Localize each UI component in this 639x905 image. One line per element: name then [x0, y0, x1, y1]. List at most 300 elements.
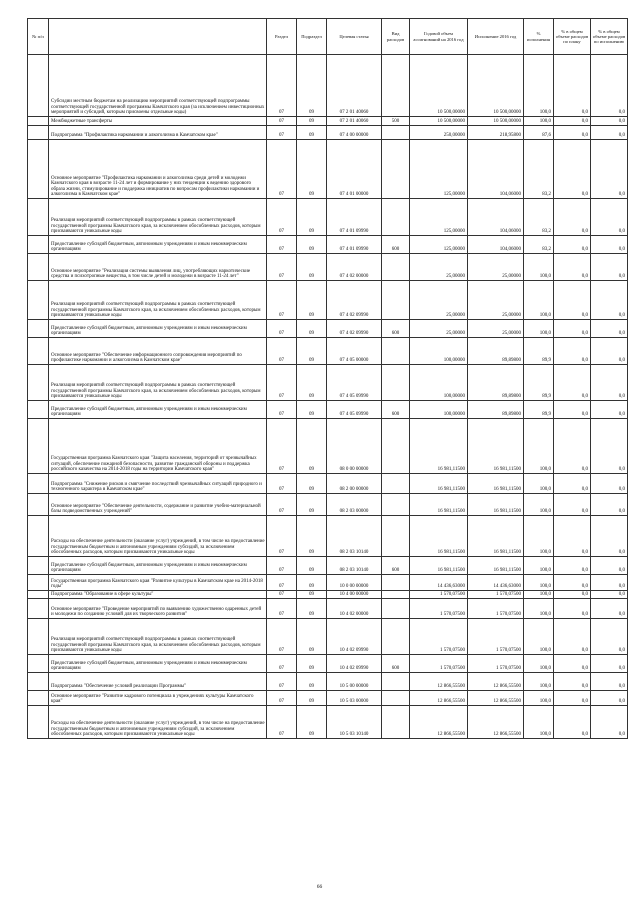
- cell-num: [28, 655, 49, 673]
- header-target: Целевая статья: [327, 19, 382, 55]
- cell-share-plan: 0,0: [554, 281, 591, 320]
- cell-share-plan: 0,0: [554, 673, 591, 691]
- cell-target: 08 2 00 00000: [327, 474, 382, 494]
- cell-num: [28, 673, 49, 691]
- cell-num: [28, 117, 49, 126]
- cell-exec: 25,00000: [468, 254, 524, 281]
- header-pct: % исполнения: [524, 19, 554, 55]
- table-row: [28, 126, 628, 140]
- cell-exec: 16 981,11500: [468, 419, 524, 474]
- cell-type: [382, 575, 410, 591]
- cell-plan: 1 570,07500: [410, 599, 468, 619]
- cell-section: 07: [267, 338, 297, 365]
- cell-plan: 14 436,63000: [410, 575, 468, 591]
- cell-share-exec: 0,0: [591, 494, 628, 516]
- table-row: [28, 236, 628, 254]
- cell-exec: 10 500,00000: [468, 117, 524, 126]
- cell-plan: 100,00000: [410, 401, 468, 419]
- cell-exec: 1 570,07500: [468, 591, 524, 599]
- cell-share-exec: 0,0: [591, 401, 628, 419]
- cell-name: Реализация мероприятий соответствующей подпрограммы в рамках соответствующей государственной программы Камчатского края, за исключением обособленных расходов, которым присваиваются уникальные коды: [49, 619, 267, 655]
- cell-type: [382, 591, 410, 599]
- cell-plan: 1 570,07500: [410, 655, 468, 673]
- cell-target: 10 5 00 00000: [327, 673, 382, 691]
- cell-plan: 16 981,11500: [410, 494, 468, 516]
- cell-target: 07 4 00 00000: [327, 126, 382, 140]
- cell-target: 07 4 01 09990: [327, 236, 382, 254]
- table-row: [28, 140, 628, 199]
- cell-share-exec: 0,0: [591, 320, 628, 338]
- cell-plan: 1 570,07500: [410, 619, 468, 655]
- cell-subsection: 09: [297, 474, 327, 494]
- cell-exec: 10 500,00000: [468, 55, 524, 117]
- cell-type: [382, 619, 410, 655]
- cell-plan: 125,00000: [410, 199, 468, 236]
- cell-pct: 83,2: [524, 199, 554, 236]
- cell-subsection: 09: [297, 55, 327, 117]
- cell-type: 500: [382, 117, 410, 126]
- cell-subsection: 09: [297, 199, 327, 236]
- cell-type: [382, 494, 410, 516]
- cell-pct: 100,0: [524, 281, 554, 320]
- cell-num: [28, 557, 49, 575]
- cell-share-plan: 0,0: [554, 575, 591, 591]
- cell-plan: 12 866,55500: [410, 706, 468, 739]
- cell-plan: 125,00000: [410, 140, 468, 199]
- table-row: [28, 401, 628, 419]
- cell-pct: 89,9: [524, 401, 554, 419]
- cell-section: 07: [267, 691, 297, 706]
- cell-section: 07: [267, 599, 297, 619]
- cell-type: [382, 338, 410, 365]
- table-row: [28, 474, 628, 494]
- cell-share-exec: 0,0: [591, 126, 628, 140]
- cell-subsection: 09: [297, 117, 327, 126]
- cell-name: Предоставление субсидий бюджетным, автономным учреждениям и иным некоммерческим организациям: [49, 320, 267, 338]
- cell-target: 07 4 01 00000: [327, 140, 382, 199]
- cell-share-exec: 0,0: [591, 140, 628, 199]
- cell-type: [382, 140, 410, 199]
- cell-share-exec: 0,0: [591, 419, 628, 474]
- table-row: [28, 281, 628, 320]
- cell-type: [382, 599, 410, 619]
- cell-section: 07: [267, 254, 297, 281]
- table-row: [28, 575, 628, 591]
- table-row: [28, 557, 628, 575]
- cell-num: [28, 199, 49, 236]
- cell-exec: 89,89800: [468, 365, 524, 401]
- cell-name: Государственная программа Камчатского края "Защита населения, территорий от чрезвычайных ситуаций, обеспечение пожарной безопасности, развитие гражданской обороны и поддержка российского казачества на 2014-2018 годы на территории Камчатского края": [49, 419, 267, 474]
- cell-num: [28, 236, 49, 254]
- cell-pct: 100,0: [524, 254, 554, 281]
- cell-section: 07: [267, 655, 297, 673]
- cell-share-exec: 0,0: [591, 691, 628, 706]
- cell-pct: 100,0: [524, 591, 554, 599]
- cell-share-plan: 0,0: [554, 140, 591, 199]
- cell-subsection: 09: [297, 236, 327, 254]
- cell-section: 07: [267, 199, 297, 236]
- cell-target: 07 4 02 00000: [327, 254, 382, 281]
- table-row: [28, 117, 628, 126]
- cell-pct: 100,0: [524, 516, 554, 557]
- cell-plan: 12 866,55500: [410, 673, 468, 691]
- cell-num: [28, 126, 49, 140]
- table-row: [28, 338, 628, 365]
- header-name: [49, 19, 267, 55]
- cell-plan: 25,00000: [410, 281, 468, 320]
- cell-share-plan: 0,0: [554, 126, 591, 140]
- cell-name: Расходы на обеспечение деятельности (оказание услуг) учреждений, в том числе на предоставление государственным бюджетным и автономным учреждениям субсидий, за исключением обособленных расходов, которым присваиваются уникальные коды: [49, 516, 267, 557]
- cell-subsection: 09: [297, 575, 327, 591]
- cell-target: 07 2 01 40060: [327, 117, 382, 126]
- cell-subsection: 09: [297, 691, 327, 706]
- cell-name: Основное мероприятие "Обеспечение деятельности, содержание и развитие учебно-материальной базы подведомственных учреждений": [49, 494, 267, 516]
- cell-pct: 100,0: [524, 619, 554, 655]
- cell-subsection: 09: [297, 140, 327, 199]
- cell-exec: 14 436,63000: [468, 575, 524, 591]
- header-subsection: Подраздел: [297, 19, 327, 55]
- cell-plan: 16 981,11500: [410, 474, 468, 494]
- cell-pct: 83,2: [524, 140, 554, 199]
- cell-type: [382, 474, 410, 494]
- cell-plan: 12 866,55500: [410, 691, 468, 706]
- cell-pct: 100,0: [524, 673, 554, 691]
- cell-num: [28, 281, 49, 320]
- cell-subsection: 09: [297, 557, 327, 575]
- cell-share-plan: 0,0: [554, 691, 591, 706]
- cell-name: Предоставление субсидий бюджетным, автономным учреждениям и иным некоммерческим организациям: [49, 401, 267, 419]
- table-row: [28, 516, 628, 557]
- cell-share-plan: 0,0: [554, 494, 591, 516]
- cell-name: Подпрограмма "Снижение рисков и смягчение последствий чрезвычайных ситуаций природного и техногенного характера в Камчатском крае": [49, 474, 267, 494]
- page-number: 66: [316, 884, 323, 890]
- cell-exec: 89,89800: [468, 338, 524, 365]
- cell-target: 10 4 02 09990: [327, 655, 382, 673]
- cell-pct: 100,0: [524, 117, 554, 126]
- table-row: [28, 655, 628, 673]
- cell-share-exec: 0,0: [591, 655, 628, 673]
- table-row: [28, 199, 628, 236]
- cell-num: [28, 619, 49, 655]
- cell-exec: 104,06000: [468, 140, 524, 199]
- cell-name: Подпрограмма "Профилактика наркомании и алкоголизма в Камчатском крае": [49, 126, 267, 140]
- cell-share-exec: 0,0: [591, 706, 628, 739]
- cell-pct: 100,0: [524, 706, 554, 739]
- cell-subsection: 09: [297, 126, 327, 140]
- cell-type: [382, 199, 410, 236]
- cell-subsection: 09: [297, 619, 327, 655]
- cell-plan: 100,00000: [410, 365, 468, 401]
- cell-name: Реализация мероприятий соответствующей подпрограммы в рамках соответствующей государственной программы Камчатского края, за исключением обособленных расходов, которым присваиваются уникальные коды: [49, 199, 267, 236]
- cell-subsection: 09: [297, 281, 327, 320]
- cell-plan: 16 981,11500: [410, 557, 468, 575]
- cell-share-plan: 0,0: [554, 55, 591, 117]
- header-share-plan: % в общем объеме расходов по плану: [554, 19, 591, 55]
- cell-subsection: 09: [297, 599, 327, 619]
- cell-name: Предоставление субсидий бюджетным, автономным учреждениям и иным некоммерческим организациям: [49, 557, 267, 575]
- cell-share-plan: 0,0: [554, 619, 591, 655]
- cell-num: [28, 691, 49, 706]
- cell-target: 10 0 00 00000: [327, 575, 382, 591]
- cell-pct: 100,0: [524, 474, 554, 494]
- cell-num: [28, 401, 49, 419]
- cell-num: [28, 320, 49, 338]
- cell-share-plan: 0,0: [554, 557, 591, 575]
- cell-share-exec: 0,0: [591, 591, 628, 599]
- cell-share-plan: 0,0: [554, 236, 591, 254]
- cell-num: [28, 494, 49, 516]
- cell-section: 07: [267, 591, 297, 599]
- cell-subsection: 09: [297, 320, 327, 338]
- header-share-exec: % в общем объеме расходов по исполнению: [591, 19, 628, 55]
- table-header-row: [28, 19, 628, 55]
- cell-num: [28, 254, 49, 281]
- cell-section: 07: [267, 140, 297, 199]
- cell-target: 08 2 03 00000: [327, 494, 382, 516]
- cell-subsection: 09: [297, 419, 327, 474]
- cell-type: [382, 254, 410, 281]
- cell-share-plan: 0,0: [554, 199, 591, 236]
- cell-exec: 12 866,55500: [468, 706, 524, 739]
- cell-num: [28, 516, 49, 557]
- cell-pct: 100,0: [524, 599, 554, 619]
- cell-share-plan: 0,0: [554, 254, 591, 281]
- cell-num: [28, 591, 49, 599]
- cell-plan: 1 570,07500: [410, 591, 468, 599]
- cell-type: 600: [382, 401, 410, 419]
- cell-section: 07: [267, 516, 297, 557]
- cell-name: Реализация мероприятий соответствующей подпрограммы в рамках соответствующей государственной программы Камчатского края, за исключением обособленных расходов, которым присваиваются уникальные коды: [49, 281, 267, 320]
- cell-exec: 12 866,55500: [468, 691, 524, 706]
- cell-share-plan: 0,0: [554, 117, 591, 126]
- cell-plan: 25,00000: [410, 254, 468, 281]
- cell-type: 600: [382, 320, 410, 338]
- cell-plan: 10 500,00000: [410, 117, 468, 126]
- cell-section: 07: [267, 126, 297, 140]
- cell-type: [382, 691, 410, 706]
- cell-exec: 1 570,07500: [468, 655, 524, 673]
- cell-share-plan: 0,0: [554, 365, 591, 401]
- cell-share-exec: 0,0: [591, 117, 628, 126]
- cell-subsection: 09: [297, 655, 327, 673]
- cell-exec: 16 981,11500: [468, 516, 524, 557]
- table-row: [28, 706, 628, 739]
- cell-pct: 100,0: [524, 419, 554, 474]
- cell-exec: 104,06000: [468, 199, 524, 236]
- table-row: [28, 55, 628, 117]
- cell-share-plan: 0,0: [554, 516, 591, 557]
- cell-pct: 100,0: [524, 575, 554, 591]
- cell-subsection: 09: [297, 706, 327, 739]
- cell-type: [382, 126, 410, 140]
- cell-section: 07: [267, 419, 297, 474]
- cell-pct: 100,0: [524, 691, 554, 706]
- cell-subsection: 09: [297, 365, 327, 401]
- cell-share-exec: 0,0: [591, 365, 628, 401]
- cell-target: 07 4 01 09990: [327, 199, 382, 236]
- cell-section: 07: [267, 55, 297, 117]
- cell-exec: 25,00000: [468, 281, 524, 320]
- cell-share-exec: 0,0: [591, 338, 628, 365]
- cell-section: 07: [267, 557, 297, 575]
- cell-target: 07 4 02 09990: [327, 281, 382, 320]
- cell-num: [28, 575, 49, 591]
- cell-section: 07: [267, 474, 297, 494]
- cell-name: Расходы на обеспечение деятельности (оказание услуг) учреждений, в том числе на предоставление государственным бюджетным и автономным учреждениям субсидий, за исключением обособленных расходов, которым присваиваются уникальные коды: [49, 706, 267, 739]
- cell-section: 07: [267, 619, 297, 655]
- cell-type: [382, 419, 410, 474]
- cell-exec: 1 570,07500: [468, 619, 524, 655]
- cell-subsection: 09: [297, 516, 327, 557]
- cell-subsection: 09: [297, 591, 327, 599]
- cell-type: [382, 55, 410, 117]
- table-row: [28, 419, 628, 474]
- cell-num: [28, 419, 49, 474]
- cell-subsection: 09: [297, 673, 327, 691]
- cell-pct: 83,2: [524, 236, 554, 254]
- table-row: [28, 673, 628, 691]
- cell-name: Реализация мероприятий соответствующей подпрограммы в рамках соответствующей государственной программы Камчатского края, за исключением обособленных расходов, которым присваиваются уникальные коды: [49, 365, 267, 401]
- cell-section: 07: [267, 673, 297, 691]
- cell-plan: 125,00000: [410, 236, 468, 254]
- cell-target: 07 4 05 09990: [327, 401, 382, 419]
- cell-name: Основное мероприятие "Проведение мероприятий по выявлению художественно одаренных детей и молодежи по созданию условий для их творческого развития": [49, 599, 267, 619]
- cell-share-plan: 0,0: [554, 338, 591, 365]
- cell-num: [28, 140, 49, 199]
- cell-type: [382, 673, 410, 691]
- header-plan: Годовой объем ассигнований на 2016 год: [410, 19, 468, 55]
- cell-name: Основное мероприятие "Реализация системы выявления лиц, употребляющих наркотические средства и психотропные вещества, в том числе детей и молодежи в возрасте 11-24 лет": [49, 254, 267, 281]
- cell-share-exec: 0,0: [591, 281, 628, 320]
- cell-target: 10 4 02 00000: [327, 599, 382, 619]
- cell-pct: 100,0: [524, 320, 554, 338]
- cell-type: 600: [382, 236, 410, 254]
- cell-section: 07: [267, 117, 297, 126]
- cell-share-plan: 0,0: [554, 591, 591, 599]
- cell-num: [28, 55, 49, 117]
- cell-share-plan: 0,0: [554, 401, 591, 419]
- cell-share-plan: 0,0: [554, 419, 591, 474]
- cell-exec: 104,06000: [468, 236, 524, 254]
- cell-plan: 10 500,00000: [410, 55, 468, 117]
- cell-type: 600: [382, 655, 410, 673]
- document-page: [27, 18, 627, 739]
- cell-target: 07 4 05 00000: [327, 338, 382, 365]
- table-row: [28, 591, 628, 599]
- cell-target: 10 4 00 00000: [327, 591, 382, 599]
- cell-name: Основное мероприятие "Развитие кадрового потенциала в учреждениях культуры Камчатского края": [49, 691, 267, 706]
- cell-pct: 89,9: [524, 365, 554, 401]
- cell-name: Государственная программа Камчатского края "Развитие культуры в Камчатском крае на 2014-2018 годы": [49, 575, 267, 591]
- cell-exec: 16 981,11500: [468, 494, 524, 516]
- cell-section: 07: [267, 401, 297, 419]
- cell-name: Предоставление субсидий бюджетным, автономным учреждениям и иным некоммерческим организациям: [49, 655, 267, 673]
- cell-section: 07: [267, 320, 297, 338]
- cell-section: 07: [267, 706, 297, 739]
- cell-num: [28, 338, 49, 365]
- cell-share-exec: 0,0: [591, 474, 628, 494]
- cell-target: 07 2 01 40060: [327, 55, 382, 117]
- cell-exec: 1 570,07500: [468, 599, 524, 619]
- cell-section: 07: [267, 575, 297, 591]
- cell-subsection: 09: [297, 254, 327, 281]
- cell-share-exec: 0,0: [591, 55, 628, 117]
- cell-share-exec: 0,0: [591, 236, 628, 254]
- cell-subsection: 09: [297, 494, 327, 516]
- cell-plan: 16 981,11500: [410, 516, 468, 557]
- cell-name: Подпрограмма "Обеспечение условий реализации Программы": [49, 673, 267, 691]
- cell-share-exec: 0,0: [591, 619, 628, 655]
- cell-section: 07: [267, 281, 297, 320]
- cell-pct: 100,0: [524, 557, 554, 575]
- cell-share-exec: 0,0: [591, 599, 628, 619]
- cell-name: Основное мероприятие "Профилактика наркомании и алкоголизма среди детей и молодежи Камчатского края в возрасте 11-24 лет и формирование у них тенденции к ведению здорового образа жизни, стимулирование и поддержка инициатив по вопросам профилактики наркомании и алкоголизма в Камчатском крае": [49, 140, 267, 199]
- cell-subsection: 09: [297, 401, 327, 419]
- cell-target: 08 2 03 10140: [327, 557, 382, 575]
- table-row: [28, 365, 628, 401]
- cell-name: Основное мероприятие "Обеспечение информационного сопровождения мероприятий по профилактике наркомании и алкоголизма в Камчатском крае": [49, 338, 267, 365]
- cell-plan: 100,00000: [410, 338, 468, 365]
- cell-pct: 87,6: [524, 126, 554, 140]
- cell-exec: 12 866,55500: [468, 673, 524, 691]
- cell-target: 08 0 00 00000: [327, 419, 382, 474]
- cell-type: [382, 281, 410, 320]
- cell-section: 07: [267, 365, 297, 401]
- cell-type: 600: [382, 557, 410, 575]
- cell-name: Субсидии местным бюджетам на реализацию мероприятий соответствующей подпрограммы соответствующей государственной программы Камчатского края (за исключением инвестиционных мероприятий и субсидий, которым присвоены отдельные коды): [49, 55, 267, 117]
- cell-num: [28, 365, 49, 401]
- table-row: [28, 254, 628, 281]
- cell-share-plan: 0,0: [554, 706, 591, 739]
- cell-target: 07 4 02 09990: [327, 320, 382, 338]
- cell-target: 07 4 05 09990: [327, 365, 382, 401]
- cell-share-plan: 0,0: [554, 474, 591, 494]
- cell-exec: 25,00000: [468, 320, 524, 338]
- cell-pct: 89,9: [524, 338, 554, 365]
- cell-pct: 100,0: [524, 655, 554, 673]
- cell-subsection: 09: [297, 338, 327, 365]
- header-section: Раздел: [267, 19, 297, 55]
- cell-exec: 16 981,11500: [468, 557, 524, 575]
- header-exec: Исполнение 2016 год: [468, 19, 524, 55]
- cell-type: [382, 516, 410, 557]
- cell-share-exec: 0,0: [591, 673, 628, 691]
- cell-share-plan: 0,0: [554, 320, 591, 338]
- header-type: Вид расходов: [382, 19, 410, 55]
- budget-table: [27, 18, 628, 739]
- cell-num: [28, 706, 49, 739]
- cell-num: [28, 599, 49, 619]
- cell-exec: 89,89800: [468, 401, 524, 419]
- table-row: [28, 599, 628, 619]
- cell-pct: 100,0: [524, 55, 554, 117]
- cell-share-plan: 0,0: [554, 655, 591, 673]
- table-row: [28, 494, 628, 516]
- table-row: [28, 619, 628, 655]
- table-row: [28, 691, 628, 706]
- cell-plan: 16 981,11500: [410, 419, 468, 474]
- cell-section: 07: [267, 494, 297, 516]
- cell-share-exec: 0,0: [591, 254, 628, 281]
- cell-name: Межбюджетные трансферты: [49, 117, 267, 126]
- cell-pct: 100,0: [524, 494, 554, 516]
- cell-exec: 16 981,11500: [468, 474, 524, 494]
- cell-exec: 218,95800: [468, 126, 524, 140]
- cell-target: 10 5 03 00000: [327, 691, 382, 706]
- cell-share-exec: 0,0: [591, 575, 628, 591]
- cell-plan: 250,00000: [410, 126, 468, 140]
- cell-target: 10 5 03 10140: [327, 706, 382, 739]
